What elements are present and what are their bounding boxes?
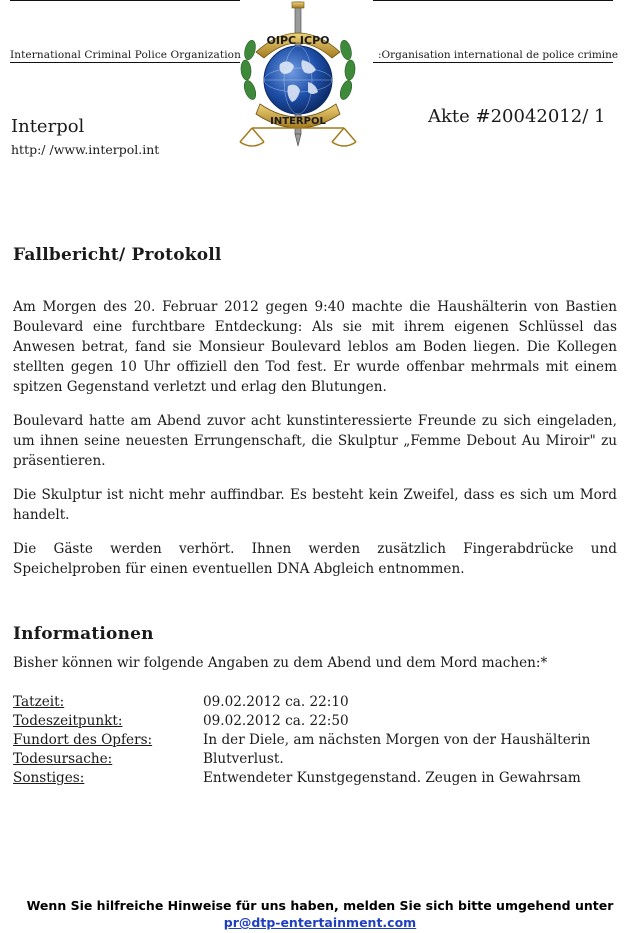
brand-name: Interpol — [11, 116, 85, 137]
table-row — [13, 750, 603, 769]
fact-value: 09.02.2012 ca. 22:10 — [203, 694, 349, 710]
header-rule-right — [373, 62, 613, 63]
fact-value: In der Diele, am nächsten Morgen von der Haushälterin — [203, 732, 591, 748]
facts-table — [13, 693, 603, 788]
emblem-bottom-text: INTERPOL — [270, 116, 326, 127]
fact-value: Entwendeter Kunstgegenstand. Zeugen in Gewahrsam — [203, 770, 581, 786]
report-body — [13, 297, 617, 593]
table-row — [13, 712, 603, 731]
emblem-top-text: OIPC ICPO — [266, 34, 330, 47]
table-row — [13, 693, 603, 712]
info-heading: Informationen — [13, 624, 154, 644]
org-name-english: International Criminal Police Organization — [10, 49, 241, 61]
header-rule-top-left — [10, 0, 240, 1]
org-name-french: :Organisation international de police crimine — [378, 49, 619, 61]
info-intro: Bisher können wir folgende Angaben zu dem Abend und dem Mord machen:* — [13, 655, 548, 671]
header-rule-top-right — [373, 0, 613, 1]
table-row — [13, 769, 603, 788]
website-url: http:/ /www.interpol.int — [11, 142, 160, 157]
interpol-emblem-icon — [228, 0, 368, 155]
report-paragraph: Die Gäste werden verhört. Ihnen werden zusätzlich Fingerabdrücke und Speichelproben für einen eventuellen DNA Abgleich entnommen. — [13, 541, 617, 577]
fact-label: Todeszeitpunkt: — [13, 713, 123, 729]
fact-value: Blutverlust. — [203, 751, 284, 767]
fact-label: Fundort des Opfers: — [13, 732, 153, 748]
report-paragraph: Boulevard hatte am Abend zuvor acht kunstinteressierte Freunde zu sich eingeladen, um ihnen seine neuesten Errungenschaft, die Skulptur „Femme Debout Au Miroir" zu präsentieren. — [13, 413, 617, 469]
fact-label: Todesursache: — [13, 751, 113, 767]
header-rule-left — [10, 62, 240, 63]
report-heading: Fallbericht/ Protokoll — [13, 245, 222, 265]
fact-value: 09.02.2012 ca. 22:50 — [203, 713, 349, 729]
report-paragraph: Am Morgen des 20. Februar 2012 gegen 9:40 machte die Haushälterin von Bastien Boulevard eine furchtbare Entdeckung: Als sie mit ihrem eigenen Schlüssel das Anwesen betrat, fand sie Monsieur Boulevard leblos am Boden liegen. Die Kollegen stellten gegen 10 Uhr offiziell den Tod fest. Er wurde offenbar mehrmals mit einem spitzen Gegenstand verletzt und erlag den Blutungen. — [13, 299, 617, 395]
table-row — [13, 731, 603, 750]
footer — [0, 897, 640, 931]
fact-label: Tatzeit: — [13, 694, 65, 710]
footer-text: Wenn Sie hilfreiche Hinweise für uns haben, melden Sie sich bitte umgehend unter — [26, 898, 614, 913]
report-paragraph: Die Skulptur ist nicht mehr auffindbar. Es besteht kein Zweifel, dass es sich um Mord handelt. — [13, 487, 617, 523]
fact-label: Sonstiges: — [13, 770, 85, 786]
file-number: Akte #20042012/ 1 — [428, 106, 606, 127]
contact-email-link[interactable]: pr@dtp-entertainment.com — [223, 915, 417, 930]
